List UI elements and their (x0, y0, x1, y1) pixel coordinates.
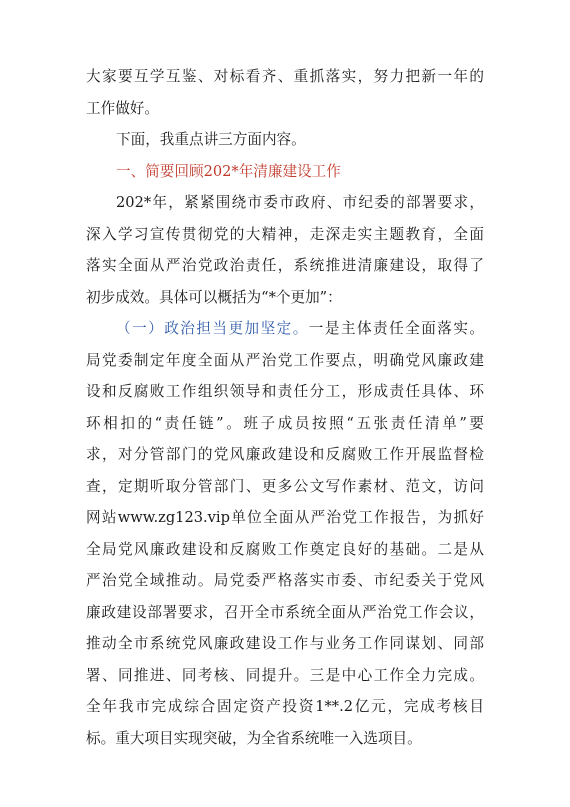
paragraph-line: 求，对分管部门的党风廉政建设和反腐败工作开展监督检 (86, 446, 484, 463)
paragraph-line: 大家要互学互鉴、对标看齐、重抓落实，努力把新一年的 (86, 68, 484, 85)
paragraph-line: 下面，我重点讲三方面内容。 (116, 131, 306, 148)
subheading-rest: 一是主体责任全面落实。 (308, 320, 484, 337)
paragraph-line: 深入学习宣传贯彻党的大精神，走深走实主题教育，全面 (86, 225, 484, 243)
subheading-line (86, 313, 484, 345)
paragraph-line: 设和反腐败工作组织领导和责任分工，形成责任具体、环 (86, 383, 484, 400)
paragraph-line: 全局党风廉政建设和反腐败工作奠定良好的基础。二是从 (86, 540, 484, 558)
paragraph-line: 廉政建设部署要求，召开全市系统全面从严治党工作会议， (86, 603, 484, 621)
paragraph-line: 严治党全域推动。局党委严格落实市委、市纪委关于党风 (86, 572, 484, 589)
section-heading: 一、简要回顾202*年清廉建设工作 (116, 162, 341, 180)
paragraph-line: 落实全面从严治党政治责任，系统推进清廉建设，取得了 (86, 257, 484, 274)
paragraph-line: 环相扣的“责任链”。班子成员按照“五张责任清单”要 (86, 414, 484, 432)
paragraph-line: 初步成效。具体可以概括为“*个更加”： (86, 288, 342, 306)
subheading-title: （一）政治担当更加坚定。 (116, 320, 309, 337)
paragraph-line: 查，定期听取分管部门、更多公文写作素材、范文，访问 (86, 477, 484, 495)
paragraph-line: 署、同推进、同考核、同提升。三是中心工作全力完成。 (86, 666, 484, 684)
paragraph-line: 202*年，紧紧围绕市委市政府、市纪委的部署要求， (116, 194, 484, 211)
paragraph-line: 网站www.zg123.vip单位全面从严治党工作报告，为抓好 (86, 509, 484, 526)
paragraph-line: 推动全市系统党风廉政建设工作与业务工作同谋划、同部 (86, 635, 484, 652)
paragraph-line: 标。重大项目实现突破，为全省系统唯一入选项目。 (86, 729, 422, 747)
paragraph-line: 工作做好。 (86, 99, 159, 117)
paragraph-line: 局党委制定年度全面从严治党工作要点，明确党风廉政建 (86, 351, 484, 369)
paragraph-line: 全年我市完成综合固定资产投资1**.2亿元，完成考核目 (86, 698, 484, 715)
